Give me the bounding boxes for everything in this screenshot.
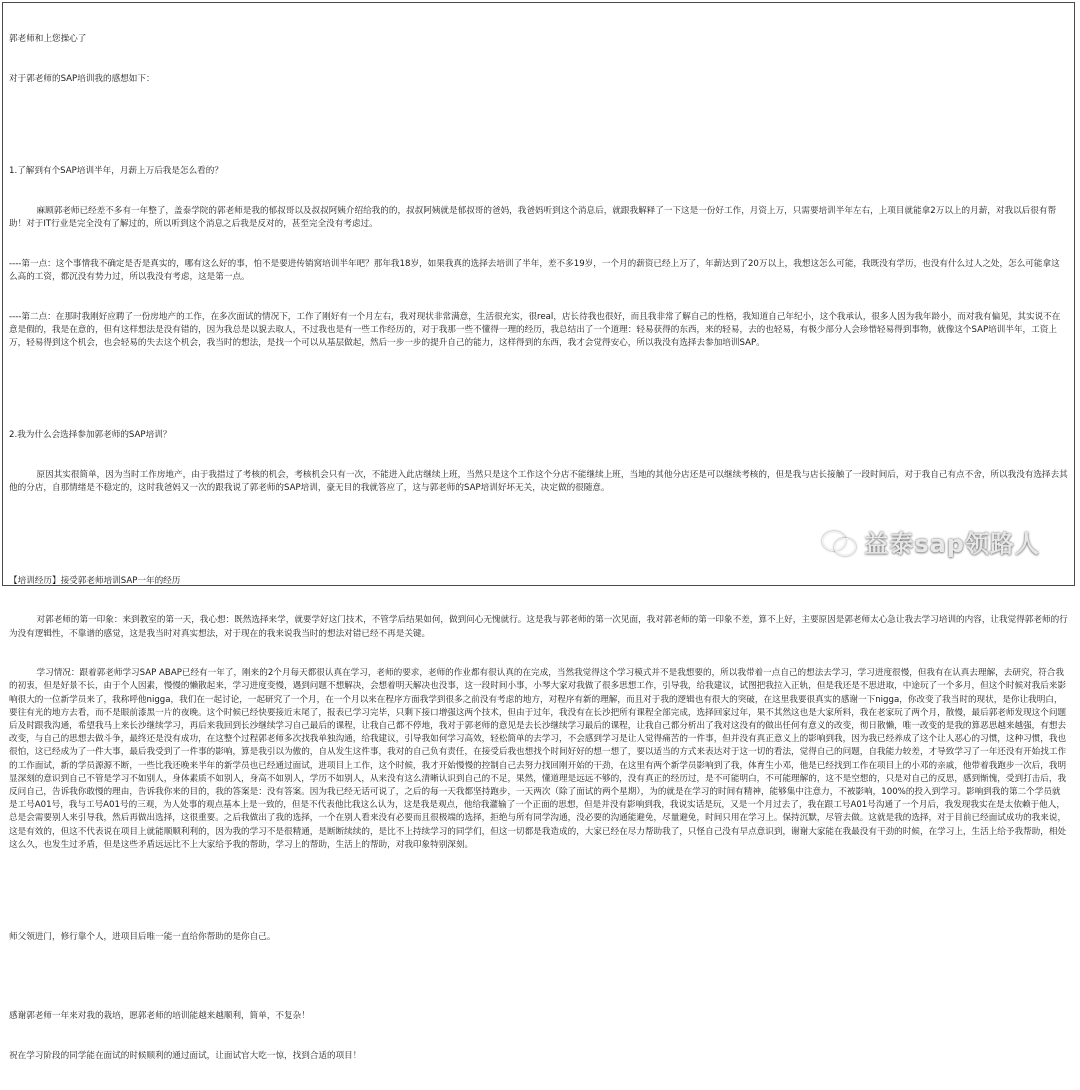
greeting: 郭老师和上您操心了 (9, 34, 87, 45)
closing-line: 师父领进门，修行靠个人，进项目后唯一能一直给你帮助的是你自己。 (9, 932, 276, 943)
section-1-point-1: ----第一点：这个事情我不确定是否是真实的，哪有这么好的事，怕不是要进传销窝培训半年吧？那年我18岁，如果我真的选择去培训了半年，差不多19岁，一个月的薪资已经上万了，年薪达到了20万以上，我想这怎么可能，我既没有学历，也没有什么过人之处，怎么可能拿这么高的工资，都沉没有势力过，所以我没有考虑，这是第一点。 (9, 258, 1060, 283)
watermark-text: 益泰sap领路人 (864, 530, 1040, 558)
document-body (3, 3, 1074, 1090)
spacer (9, 878, 1068, 891)
section-1-paragraph: 麻顾郭老师已经差不多有一年整了，盖泰学院的郭老师是我的郁叔哥以及叔叔阿姨介绍给我的的，叔叔阿姨就是郁叔哥的爸妈，我爸妈听到这个消息后，就跟我解释了一下这是一份好工作，月资上万，只需要培训半年左右，上项目就能拿2万以上的月薪，对我以后很有帮助！对于IT行业是完全没有了解过的，所以听到这个消息之后我是反对的，甚至完全没有考虑过。 (9, 206, 1057, 230)
section-1-title: 1.了解到有个SAP培训半年，月薪上万后我是怎么看的？ (9, 166, 223, 177)
first-impression-paragraph: 对郭老师的第一印象：来到教室的第一天，我心想：既然选择来学，就要学好这门技术，不管学后结果如何，做到问心无愧就行。这是我与郭老师的第一次见面，我对郭老师的第一印象不差，算不上好，主要原因是郭老师太心急让我去学习培训的内容，让我觉得郭老师的行为没有逻辑性，不靠谱的感觉，这是我当时对真实想法，对于现在的我来说我当时的想法对错已经不再是关键。 (9, 615, 1068, 639)
intro: 对于郭老师的SAP培训我的感想如下： (9, 74, 155, 85)
spacer (9, 522, 1068, 535)
section-1-point-2: ----第二点：在那时我刚好应聘了一份房地产的工作，在多次面试的情况下，工作了刚好有一个月左右，我对现状非常满意，生活很充实，很real，店长待我也很好，而且我非常了解自己的性格，我知道自己年纪小，这个我承认，很多人因为我年龄小，而对我有偏见，其实说不在意是假的，我是在意的，但有这样想法是没有错的，因为我总是以貌去取人，不过我也是有一些工作经历的，对于我那一些不懂得一理的经历，我总结出了一个道理：轻易获得的东西，来的轻易，去的也轻易，有极少部分人会珍惜轻易得到事物，就像这个SAP培训半年，工资上万，轻易得到这个机会，也会轻易的失去这个机会，我当时的想法，是找一个可以从基层做起，然后一步一步的提升自己的能力，这样得到的东西，我才会觉得安心，所以我没有选择去参加培训SAP。 (9, 311, 1061, 349)
study-situation-paragraph: 学习情况：跟着郭老师学习SAP ABAP已经有一年了，刚来的2个月每天都很认真在学习，老师的要求，老师的作业都有很认真的在完成，当然我觉得这个学习模式并不是我想要的，所以我带着一点自己的想法去学习，学习进度很慢，但我有在认真去理解，去研究，符合我的初衷，但是好景不长，由于个人因素，慢慢的懒散起来，学习进度变慢，遇到问题不想解决，会想着明天解决也没事，这一段时间小事，小琴大家对我做了很多思想工作，引导我，给我建议，试图把我拉入正轨，但是我还是不思进取，中途玩了一个多月，但这个时候对我后来影响很大的一位新学员来了，我称呼他nigga，我们在一起讨论，一起研究了一个月，在一个月以来在程序方面我学到很多之前没有考虑的地方，对程序有新的理解，而且对于我的逻辑也有很大的突破，在这里我要很真实的感谢一下nigga，你改变了我当时的现状，是你让我明白，要往有光的地方去看，而不是眼前漆黑一片的夜晚。这个时候已经快要接近末尾了，报表已学习完毕，只剩下接口增强这两个技术，但由于过年，我没有在长沙把所有课程全部完成，选择回家过年，果不其然这也是大家所料，我在老家玩了两个月，散慢，最后郭老师发现这个问题后及时跟我沟通，希望我马上来长沙继续学习，再后来我回到长沙继续学习自己最后的课程，让我自己都不停地，我对于郭老师的意见是去长沙继续学习最后的课程，让我自己都分析出了我对这没有的做出任何有意义的改变，彻日散懒，唯一改变的是我的算恶思越来越强，有想去改变，与自己的思想去做斗争，最终还是没有成功，在这整个过程郭老师多次找我单独沟通，给我建议，引导我如何学习高效，轻松简单的去学习，不会感到学习是让人觉得痛苦的一件事，但并没有真正意义上的影响到我，因为我已经养成了这个让人恶心的习惯，这种习惯，我也很怕，这已经成为了一件大事，最后我受到了一件事的影响，算是我引以为傲的，自从发生这件事，我对的自己负有责任，在接受后我也想找个时间好好的想一想了，要以适当的方式来表达对于这一切的看法，觉得自己的问题，自我能力较差，才导致学习了一年还没有开始找工作的工作面试，新的学员源源不断，一些比我还晚来半年的新学员也已经通过面试，进项目上工作，这个时候，我才开始慢慢的控制自己去努力找回刚开始的干劲，在这里有两个新学员影响到了我，体育生小邓，他是已经找到工作在项目上的小邓的亲戚，他带着我跑步一次后，我明显深刻的意识到自己不管是学习不如别人，身体素质不如别人，身高不如别人，学历不如别人，从来没有这么清晰认识到自己的不足，果然，懂道理是远远不够的，没有真正的经历过，是不可能明白，不可能理解的，这不是空想的，只是对自己的反思，感到惭愧，受到打击后，我反问自己，告诉我你敢慢的理由，告诉我你来的目的，我的答案是：没有答案。因为我已经无话可说了，之后的每一天我都坚持跑步，一天两次（除了面试的两个星期），为的就是在学习的时间有精神，能够集中注意力，不被影响，100%的投入到学习。影响到我的第二个学员就是工号A01号，我与工号A01号的三观，为人处事的观点基本上是一致的，但是不代表他比我这么认为，这是我是观点，他给我灌输了一个正面的思想，但是并没有影响到我，我说实话是玩，又是一个月过去了，我在跟工号A01号沟通了一个月后，我发现我实在是太依赖于他人，总是会需要别人来引导我，然后再做出选择，这很重要。之后我做出了我的选择，一个在别人看来没有必要而且很极端的选择，拒绝与所有同学沟通，没必要的沟通能避免，尽量避免，时间只用在学习上。保持沉默，尽管去做。这就是我的选择，对于目前已经面试成功的我来说，这是有效的，但这不代表说在项目上就能顺顺利利的，因为我的学习不是很精通，是断断续续的，是比不上持续学习的同学们，但这一切都是我造成的，大家已经在尽力帮助我了，只怪自己没有早点意识到，谢谢大家能在我最没有干劲的时候，在学习上，生活上给予我帮助，相处这么久，也发生过矛盾，但是这些矛盾远远比不上大家给予我的帮助，学习上的帮助，生活上的帮助，对我印象特别深刻。 (9, 668, 1067, 850)
wish-line: 祝在学习阶段的同学能在面试的时候顺利的通过面试，让面试官大吃一惊，找到合适的项目！ (9, 1050, 362, 1061)
spacer (9, 113, 1068, 126)
document-frame (2, 2, 1075, 1061)
thanks-line: 感谢郭老师一年来对我的栽培，愿郭老师的培训能越来越顺利，简单，不复杂！ (9, 1011, 310, 1022)
spacer (9, 971, 1068, 984)
section-2-title: 2.我为什么会选择参加郭老师的SAP培训？ (9, 430, 172, 441)
section-2-paragraph: 原因其实很简单，因为当时工作房地产，由于我措过了考核的机会，考核机会只有一次，不能进入此店继续上班，当然只是这个工作这个分店不能继续上班，当地的其他分店还是可以继续考核的，但是我与店长接触了一段时间后，对于我自己有点不舍，所以我没有选择去其他的分店，自那情绪是不稳定的，这时我爸妈又一次的跟我说了郭老师的SAP培训，豪无目的我就答应了，这与郭老师的SAP培训好坏无关，决定做的很随意。 (9, 470, 1068, 494)
spacer (9, 377, 1068, 390)
section-3-title: 【培训经历】接受郭老师培训SAP一年的经历 (9, 575, 181, 586)
